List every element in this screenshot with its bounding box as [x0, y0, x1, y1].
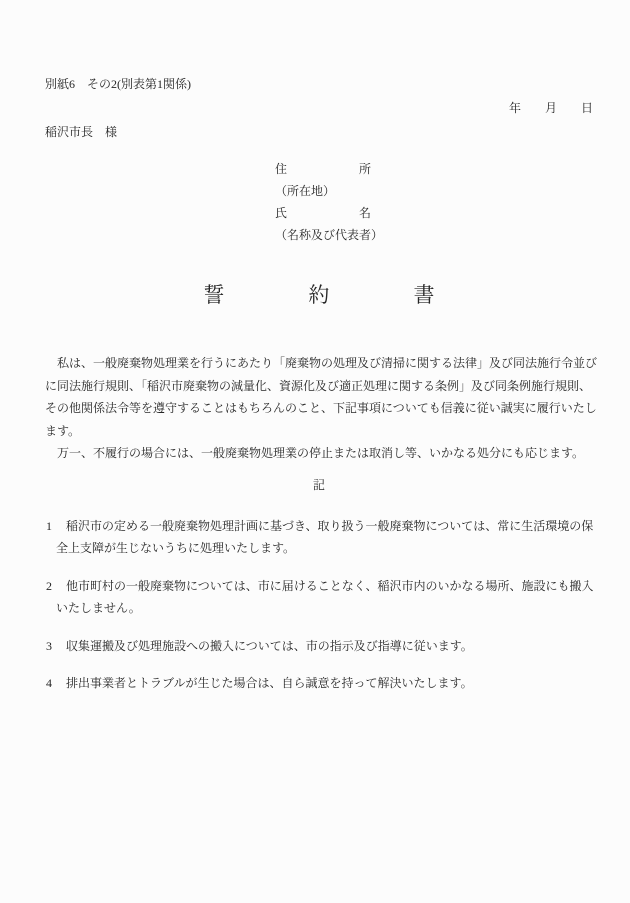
pledge-paragraph — [45, 352, 598, 442]
breach-paragraph — [45, 442, 593, 465]
address-name-block — [275, 158, 593, 246]
paragraph-line: その他関係法令等を遵守することはもちろんのこと、下記事項についても信義に従い誠実に履行いたし — [45, 401, 597, 415]
item-line: 稲沢市の定める一般廃棄物処理計画に基づき、取り扱う一般廃棄物については、常に生活環境の保 — [66, 518, 594, 533]
paragraph-line: 万一、不履行の場合には、一般廃棄物処理業の停止または取消し等、いかなる処分にも応じます。 — [45, 446, 585, 460]
paragraph-line: 私は、一般廃棄物処理業を行うにあたり「廃棄物の処理及び清掃に関する法律」及び同法施行令並び — [45, 356, 598, 370]
pledge-item-4 — [45, 672, 593, 695]
pledge-items — [45, 515, 593, 695]
document-title: 誓 約 書 — [203, 283, 435, 307]
name-sublabel: （名称及び代表者） — [275, 228, 384, 242]
pledge-item-1 — [45, 515, 593, 560]
item-number: 3 — [46, 638, 52, 653]
paragraph-line: に同法施行規則、「稲沢市廃棄物の減量化、資源化及び適正処理に関する条例」及び同条例施行規則、 — [45, 378, 592, 393]
attachment-reference: 別紙6 その2(別表第1関係) — [45, 77, 191, 91]
address-sublabel: （所在地） — [275, 184, 336, 198]
name-label: 氏 名 — [275, 206, 372, 220]
item-line: 排出事業者とトラブルが生じた場合は、自ら誠意を持って解決いたします。 — [66, 676, 473, 690]
pledge-item-2 — [45, 575, 593, 620]
item-number: 4 — [46, 676, 52, 690]
item-line: 収集運搬及び処理施設への搬入については、市の指示及び指導に従います。 — [66, 638, 473, 653]
item-text — [56, 672, 593, 695]
item-text — [56, 515, 593, 560]
paragraph-line: ます。 — [45, 423, 81, 438]
addressee: 稲沢市長 様 — [45, 125, 118, 139]
item-number: 2 — [46, 578, 52, 593]
list-marker: 記 — [312, 477, 325, 492]
address-label: 住 所 — [275, 162, 372, 176]
item-line: いたしません。 — [56, 601, 141, 615]
date-line: 年 月 日 — [508, 101, 593, 115]
item-line: 他市町村の一般廃棄物については、市に届けることなく、稲沢市内のいかなる場所、施設にも搬入 — [66, 578, 594, 593]
item-text — [56, 635, 593, 658]
item-number: 1 — [46, 518, 52, 533]
item-line: 全上支障が生じないうちに処理いたします。 — [56, 541, 296, 555]
item-text — [56, 575, 593, 620]
pledge-item-3 — [45, 635, 593, 658]
